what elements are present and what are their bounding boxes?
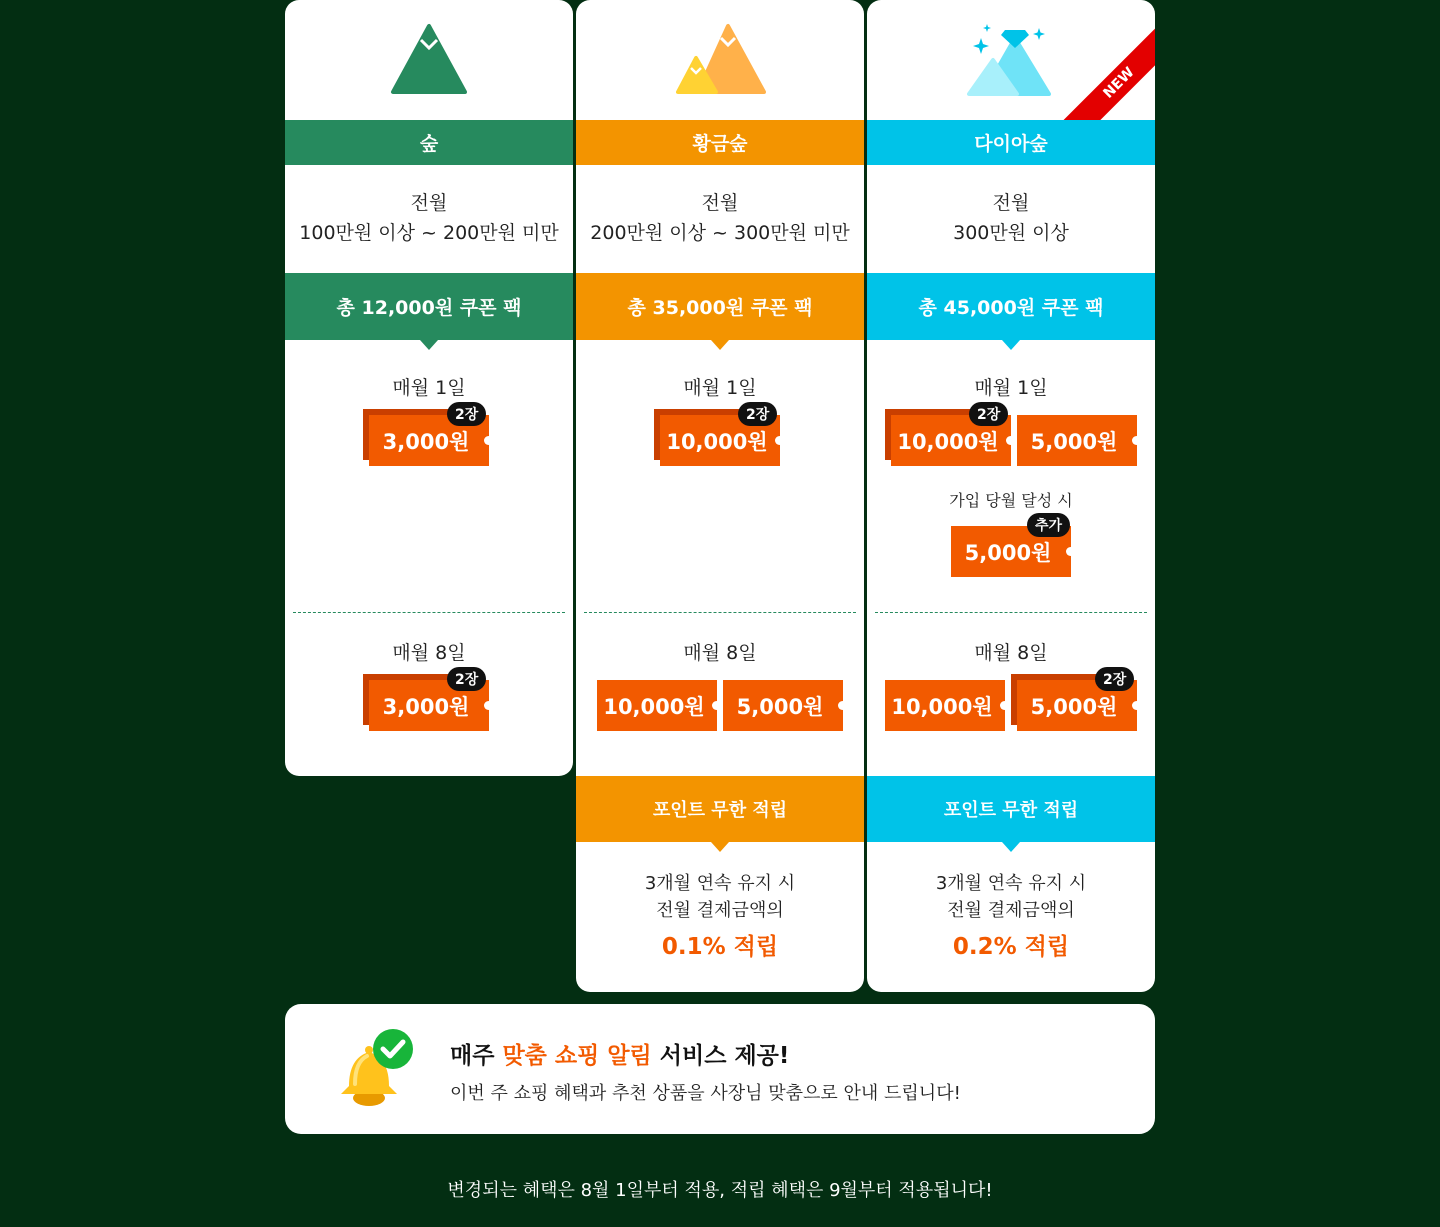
point-rate: 0.2% 적립 (952, 934, 1070, 960)
condition-line2: 200만원 이상 ~ 300만원 미만 (590, 222, 850, 244)
coupon-amount: 10,000원 (666, 429, 768, 454)
condition-line1: 전월 (701, 192, 739, 214)
coupon-amount: 10,000원 (891, 694, 993, 719)
forest-mountain-icon (385, 18, 473, 98)
coupon-amount: 5,000원 (1030, 694, 1118, 719)
coupon-count-badge: 2장 (447, 402, 486, 426)
day8-label: 매월 8일 (683, 642, 757, 664)
tier-name: 숲 (285, 120, 573, 165)
coupon-pack-total: 총 45,000원 쿠폰 팩 (867, 273, 1155, 340)
tier-name: 황금숲 (576, 120, 864, 165)
coupon[interactable] (1017, 415, 1137, 466)
condition-line2: 100만원 이상 ~ 200만원 미만 (299, 222, 559, 244)
coupon-count-badge: 2장 (738, 402, 777, 426)
coupon-count-badge: 2장 (447, 667, 486, 691)
tier-icon-area (576, 0, 864, 120)
notice-title (450, 1037, 789, 1070)
tier-card-forest (285, 0, 573, 776)
notice-title-prefix: 매주 (450, 1043, 503, 1069)
point-line2: 전월 결제금액의 (947, 900, 1075, 921)
coupon-amount: 3,000원 (382, 429, 470, 454)
bonus-label: 가입 당월 달성 시 (949, 491, 1073, 510)
coupon-amount: 5,000원 (1030, 429, 1118, 454)
tier-icon-area (285, 0, 573, 120)
point-line1: 3개월 연속 유지 시 (935, 873, 1087, 894)
day1-label: 매월 1일 (683, 377, 757, 399)
tier-card-diamond-forest (867, 0, 1155, 992)
day8-label: 매월 8일 (974, 642, 1048, 664)
condition-line1: 전월 (992, 192, 1030, 214)
coupon-amount: 5,000원 (736, 694, 824, 719)
coupon-pack-total: 총 12,000원 쿠폰 팩 (285, 273, 573, 340)
condition-line1: 전월 (410, 192, 448, 214)
tier-condition (285, 188, 573, 248)
point-accrual-title: 포인트 무한 적립 (576, 776, 864, 842)
shopping-alert-notice (285, 1004, 1155, 1134)
coupon[interactable] (723, 680, 843, 731)
day8-label: 매월 8일 (392, 642, 466, 664)
coupon-amount: 3,000원 (382, 694, 470, 719)
diamond-mountain-icon (967, 18, 1063, 98)
new-ribbon: NEW (1060, 24, 1155, 141)
coupon-amount: 10,000원 (603, 694, 705, 719)
coupon-pack-total: 총 35,000원 쿠폰 팩 (576, 273, 864, 340)
notice-title-highlight: 맞춤 쇼핑 알림 (502, 1043, 652, 1069)
coupon-amount: 5,000원 (964, 540, 1052, 565)
point-condition (576, 870, 864, 924)
tier-condition (576, 188, 864, 248)
coupon-count-badge: 2장 (1095, 667, 1134, 691)
footer-note: 변경되는 혜택은 8월 1일부터 적용, 적립 혜택은 9월부터 적용됩니다! (447, 1180, 993, 1201)
point-rate: 0.1% 적립 (661, 934, 779, 960)
day1-label: 매월 1일 (392, 377, 466, 399)
point-line2: 전월 결제금액의 (656, 900, 784, 921)
point-condition (867, 870, 1155, 924)
divider (584, 612, 856, 613)
condition-line2: 300만원 이상 (953, 222, 1069, 244)
coupon[interactable] (597, 680, 717, 731)
bonus-badge: 추가 (1027, 513, 1070, 537)
divider (293, 612, 565, 613)
coupon-count-badge: 2장 (969, 402, 1008, 426)
point-line1: 3개월 연속 유지 시 (644, 873, 796, 894)
notice-title-suffix: 서비스 제공! (651, 1043, 790, 1069)
coupon-amount: 10,000원 (897, 429, 999, 454)
tier-card-golden-forest (576, 0, 864, 992)
tier-name: 다이아숲 (867, 120, 1155, 165)
golden-mountain-icon (676, 18, 772, 98)
tier-condition (867, 188, 1155, 248)
day1-label: 매월 1일 (974, 377, 1048, 399)
bell-check-icon (335, 1026, 415, 1110)
coupon[interactable] (885, 680, 1005, 731)
notice-description: 이번 주 쇼핑 혜택과 추천 상품을 사장님 맞춤으로 안내 드립니다! (450, 1083, 961, 1104)
divider (875, 612, 1147, 613)
point-accrual-title: 포인트 무한 적립 (867, 776, 1155, 842)
